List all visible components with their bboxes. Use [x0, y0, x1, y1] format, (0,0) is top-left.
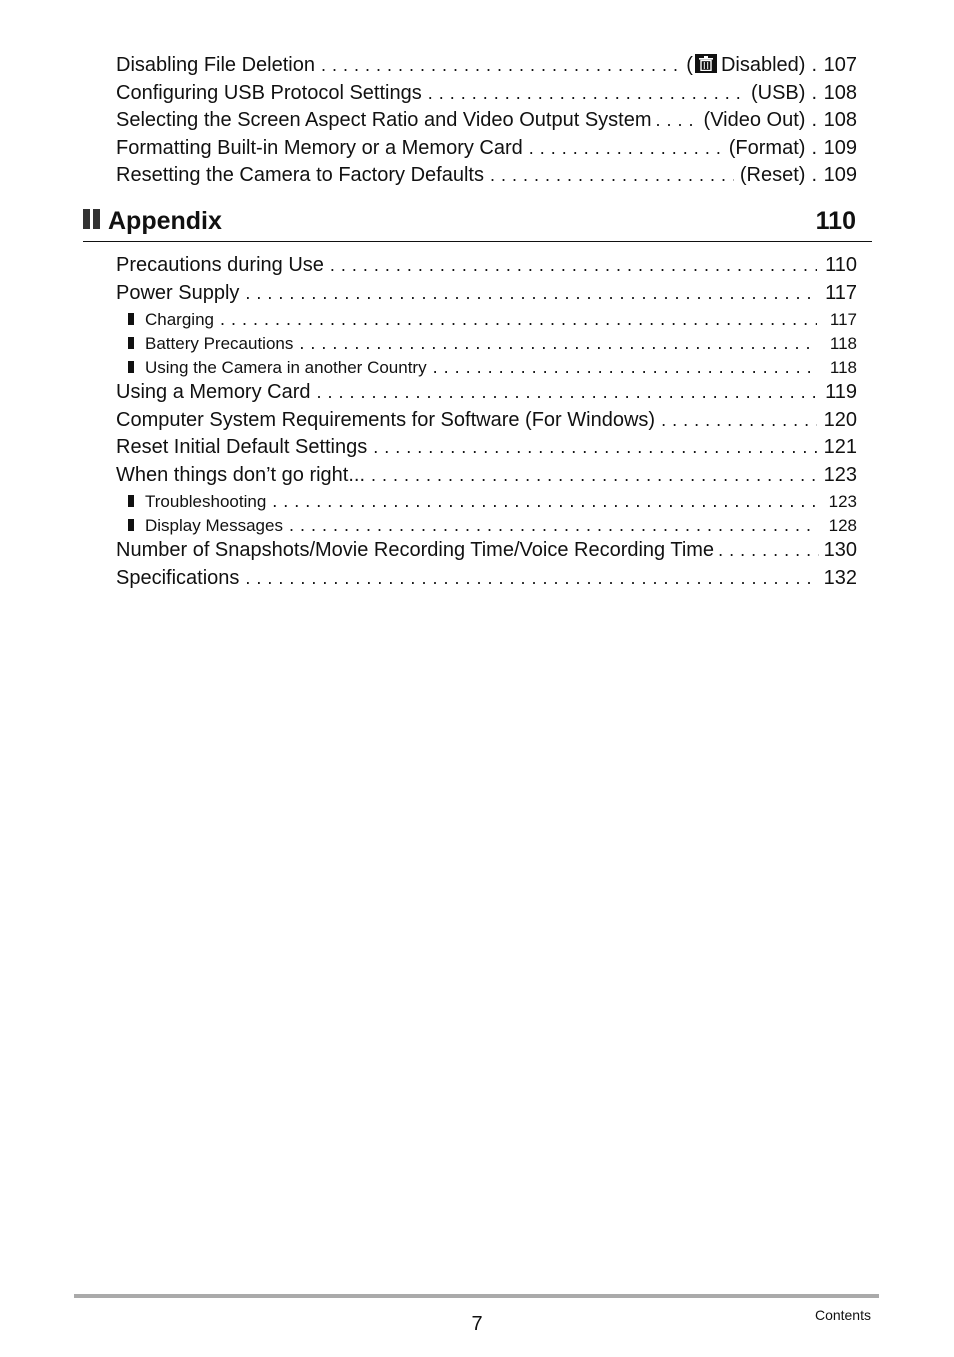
- toc-entry[interactable]: [116, 280, 857, 308]
- dot-leader: [490, 162, 734, 190]
- toc-entry-title: Reset Initial Default Settings: [116, 436, 368, 458]
- toc-entry-title: Using a Memory Card: [116, 381, 311, 403]
- toc-entry-page: 132: [823, 566, 857, 589]
- toc-subentry[interactable]: [116, 355, 857, 379]
- toc-entry-title: Configuring USB Protocol Settings: [116, 81, 422, 104]
- separator-dot: .: [811, 164, 817, 186]
- section-heading-appendix[interactable]: [83, 203, 872, 242]
- dot-leader: [428, 80, 745, 108]
- toc-entry[interactable]: [116, 407, 857, 435]
- toc-entry-title: Display Messages: [145, 516, 283, 535]
- dot-leader: [317, 379, 817, 407]
- dot-leader: [656, 107, 700, 135]
- toc-entry-page: 117: [829, 310, 857, 329]
- toc-entry-page: 119: [825, 381, 857, 403]
- toc-entry-title: When things don’t go right...: [116, 463, 366, 486]
- toc-entry[interactable]: [116, 80, 857, 108]
- toc-appendix-list: [116, 252, 857, 592]
- toc-entry-title: Troubleshooting: [145, 492, 267, 511]
- bullet-square-icon: [128, 313, 134, 325]
- toc-entry-title: Resetting the Camera to Factory Defaults: [116, 164, 484, 186]
- section-title: Appendix: [108, 207, 222, 235]
- toc-entry-title: Disabling File Deletion: [116, 54, 315, 76]
- toc-entry-setting: [686, 52, 805, 80]
- toc-entry[interactable]: [116, 379, 857, 407]
- toc-entry-page: 117: [825, 281, 857, 304]
- dot-leader: [330, 252, 817, 280]
- toc-entry[interactable]: [116, 52, 857, 80]
- toc-subentry[interactable]: [116, 513, 857, 537]
- toc-entry-title: Battery Precautions: [145, 334, 294, 353]
- bullet-square-icon: [128, 495, 134, 507]
- dot-leader: [272, 489, 817, 513]
- dot-leader: [373, 434, 817, 462]
- toc-entry[interactable]: [116, 252, 857, 280]
- toc-entry-page: 123: [823, 463, 857, 486]
- dot-leader: [299, 331, 817, 355]
- toc-entry-page: 110: [825, 254, 857, 276]
- toc-entry-title: Using the Camera in another Country: [145, 358, 427, 377]
- toc-entry-page: 128: [828, 516, 857, 535]
- toc-entry-title: Charging: [145, 310, 214, 329]
- dot-leader: [371, 462, 817, 490]
- toc-entry-page: 120: [823, 408, 857, 431]
- page-number: 7: [471, 1313, 483, 1335]
- toc-entry[interactable]: [116, 462, 857, 490]
- toc-entry-page: 121: [823, 436, 857, 458]
- dot-leader: [661, 407, 817, 435]
- toc-entry[interactable]: [116, 135, 857, 163]
- toc-entry-title: Power Supply: [116, 281, 240, 304]
- setting-open-paren: (: [686, 54, 693, 76]
- separator-dot: .: [811, 109, 817, 131]
- toc-entry-page: 130: [823, 539, 857, 561]
- dot-leader: [321, 52, 680, 80]
- toc-entry-title: Selecting the Screen Aspect Ratio and Video Output System: [116, 109, 652, 131]
- toc-entry-setting: (Reset): [739, 164, 806, 186]
- toc-entry-page: 118: [829, 334, 857, 353]
- toc-entry-page: 123: [828, 492, 857, 511]
- toc-entry[interactable]: [116, 162, 857, 190]
- toc-entry-page: 109: [823, 164, 857, 186]
- toc-entry-page: 108: [823, 81, 857, 104]
- toc-entry-setting: (Format): [728, 136, 806, 159]
- toc-entry-title: Number of Snapshots/Movie Recording Time/Voice Recording Time: [116, 539, 715, 561]
- toc-entry[interactable]: [116, 537, 857, 565]
- toc-subentry[interactable]: [116, 307, 857, 331]
- dot-leader: [245, 565, 817, 593]
- bullet-square-icon: [128, 519, 134, 531]
- toc-entry-page: 108: [823, 109, 857, 131]
- separator-dot: .: [811, 136, 817, 159]
- toc-subentry[interactable]: [116, 489, 857, 513]
- dot-leader: [433, 355, 817, 379]
- dot-leader: [220, 307, 817, 331]
- dot-leader: [245, 280, 817, 308]
- separator-dot: .: [811, 54, 817, 76]
- dot-leader: [718, 537, 819, 565]
- toc-continued-list: [116, 52, 857, 190]
- dot-leader: [529, 135, 723, 163]
- dot-leader: [289, 513, 817, 537]
- toc-entry-page: 107: [823, 54, 857, 76]
- bullet-square-icon: [128, 361, 134, 373]
- bullet-square-icon: [128, 337, 134, 349]
- toc-entry-title: Computer System Requirements for Software (For Windows): [116, 408, 656, 431]
- toc-entry-setting: (Video Out): [703, 109, 806, 131]
- toc-entry[interactable]: [116, 565, 857, 593]
- footer-contents-link[interactable]: Contents: [814, 1307, 871, 1323]
- toc-subentry[interactable]: [116, 331, 857, 355]
- toc-entry[interactable]: [116, 107, 857, 135]
- setting-disabled-label: Disabled): [720, 54, 806, 76]
- section-page: 110: [815, 207, 856, 235]
- trash-icon: [695, 54, 717, 73]
- toc-entry-page: 109: [823, 136, 857, 159]
- toc-entry-setting: (USB): [750, 81, 806, 104]
- toc-entry[interactable]: [116, 434, 857, 462]
- toc-entry-title: Precautions during Use: [116, 254, 324, 276]
- toc-entry-title: Formatting Built-in Memory or a Memory Card: [116, 136, 523, 159]
- toc-entry-title: Specifications: [116, 566, 240, 589]
- toc-entry-page: 118: [829, 358, 857, 377]
- separator-dot: .: [811, 81, 817, 104]
- section-marker-icon: [83, 209, 100, 229]
- footer-rule: [74, 1294, 879, 1298]
